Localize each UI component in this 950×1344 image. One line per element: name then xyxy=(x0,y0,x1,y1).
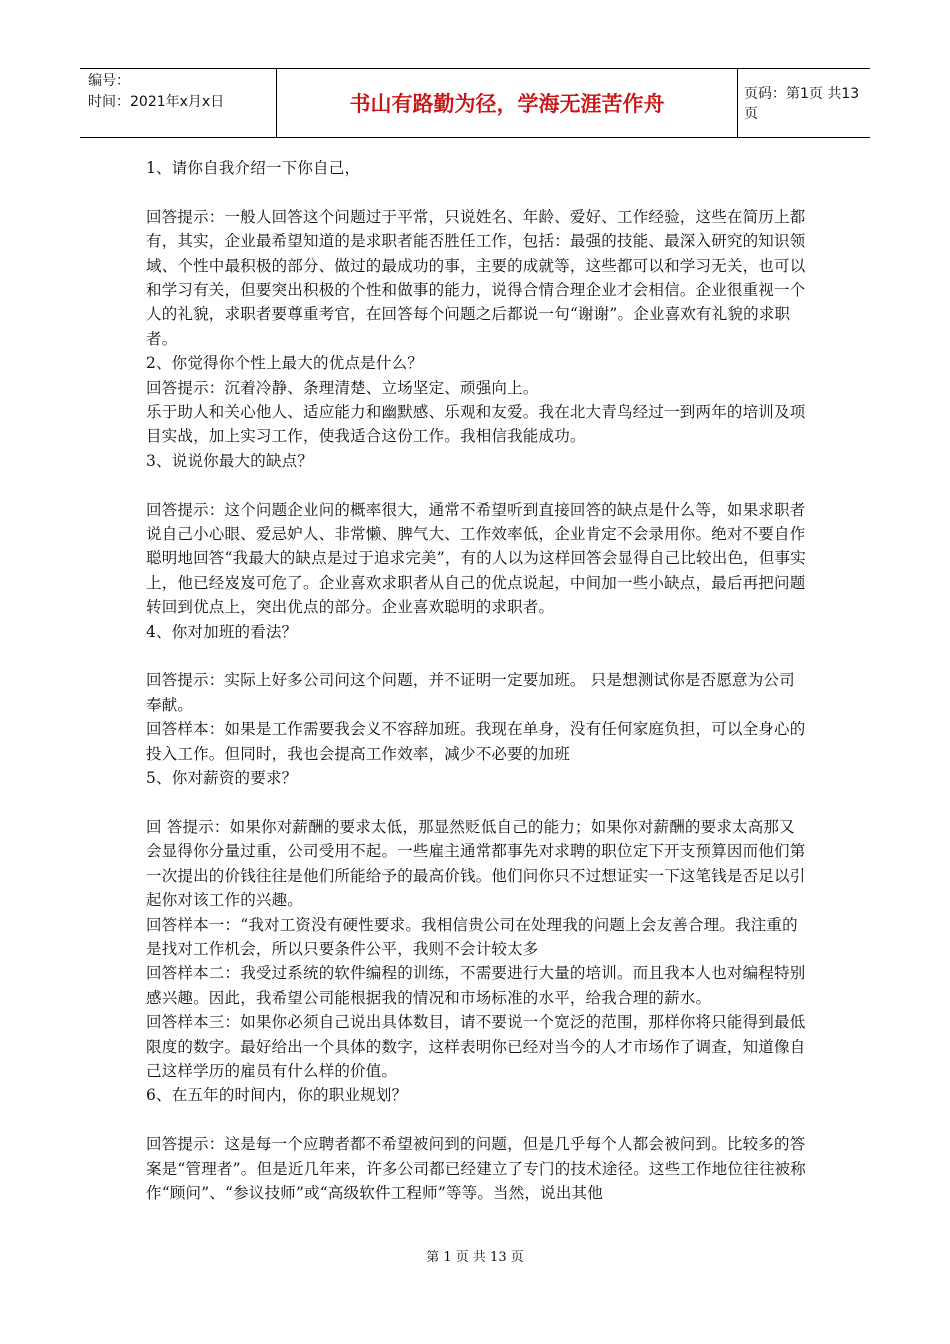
document-body xyxy=(146,156,806,1205)
date-label: 时间：2021年x月x日 xyxy=(88,94,225,110)
paragraph: 回答样本三：如果你必须自己说出具体数目，请不要说一个宽泛的范围，那样你将只能得到最低限度的数字。最好给出一个具体的数字，这样表明你已经对当今的人才市场作了调查，知道像自己这样学历的雇员有什么样的价值。 xyxy=(146,1013,806,1080)
paragraph: 回答提示：这是每一个应聘者都不希望被问到的问题，但是几乎每个人都会被问到。比较多的答案是“管理者”。但是近几年来，许多公司都已经建立了专门的技术途径。这些工作地位往往被称作“顾问”、“参议技师”或“高级软件工程师”等等。当然，说出其他 xyxy=(146,1135,806,1202)
blank-line xyxy=(146,180,806,204)
blank-line xyxy=(146,791,806,815)
question-heading: 4、你对加班的看法？ xyxy=(146,622,298,641)
paragraph: 回答样本：如果是工作需要我会义不容辞加班。我现在单身，没有任何家庭负担，可以全身心的投入工作。但同时，我也会提高工作效率，减少不必要的加班 xyxy=(146,720,806,763)
page-header xyxy=(80,68,870,138)
header-motto: 书山有路勤为径，学海无涯苦作舟 xyxy=(276,69,738,137)
serial-label: 编号： xyxy=(88,73,130,89)
question-heading: 5、你对薪资的要求？ xyxy=(146,769,298,788)
question-heading: 2、你觉得你个性上最大的优点是什么？ xyxy=(146,354,423,373)
blank-line xyxy=(146,644,806,668)
paragraph: 回 答提示：如果你对薪酬的要求太低，那显然贬低自己的能力；如果你对薪酬的要求太高那又会显得你分量过重，公司受用不起。一些雇主通常都事先对求聘的职位定下开支预算因而他们第一次提出的价钱往往是他们所能给予的最高价钱。他们问你只不过想证实一下这笔钱是否足以引起你对该工作的兴趣。 xyxy=(146,817,806,910)
paragraph: 回答样本二：我受过系统的软件编程的训练，不需要进行大量的培训。而且我本人也对编程特别感兴趣。因此，我希望公司能根据我的情况和市场标准的水平，给我合理的薪水。 xyxy=(146,964,806,1007)
question-heading: 1、请你自我介绍一下你自己， xyxy=(146,159,361,177)
question-heading: 3、说说你最大的缺点？ xyxy=(146,451,314,470)
blank-line xyxy=(146,1108,806,1132)
page-footer: 第 1 页 共 13 页 xyxy=(426,1250,524,1265)
paragraph: 回答提示：这个问题企业问的概率很大，通常不希望听到直接回答的缺点是什么等，如果求职者说自己小心眼、爱忌妒人、非常懒、脾气大、工作效率低，企业肯定不会录用你。绝对不要自作聪明地回答“我最大的缺点是过于追求完美”，有的人以为这样回答会显得自己比较出色，但事实上，他已经岌岌可危了。企业喜欢求职者从自己的优点说起，中间加一些小缺点，最后再把问题转回到优点上，突出优点的部分。企业喜欢聪明的求职者。 xyxy=(146,500,806,617)
blank-line xyxy=(146,473,806,497)
paragraph: 乐于助人和关心他人、适应能力和幽默感、乐观和友爱。我在北大青鸟经过一到两年的培训及项目实战，加上实习工作，使我适合这份工作。我相信我能成功。 xyxy=(146,403,806,446)
paragraph: 回答提示：一般人回答这个问题过于平常，只说姓名、年龄、爱好、工作经验，这些在简历上都有，其实，企业最希望知道的是求职者能否胜任工作，包括：最强的技能、最深入研究的知识领域、个性中最积极的部分、做过的最成功的事，主要的成就等，这些都可以和学习无关，也可以和学习有关，但要突出积极的个性和做事的能力，说得合情合理企业才会相信。企业很重视一个人的礼貌，求职者要尊重考官，在回答每个问题之后都说一句“谢谢”。企业喜欢有礼貌的求职者。 xyxy=(146,207,806,348)
paragraph: 回答样本一：“我对工资没有硬性要求。我相信贵公司在处理我的问题上会友善合理。我注重的是找对工作机会，所以只要条件公平，我则不会计较太多 xyxy=(146,915,798,958)
paragraph: 回答提示：实际上好多公司问这个问题，并不证明一定要加班。 只是想测试你是否愿意为公司奉献。 xyxy=(146,671,795,714)
header-page-info: 页码：第1页 共13页 xyxy=(744,86,860,122)
paragraph: 回答提示：沉着冷静、条理清楚、立场坚定、顽强向上。 xyxy=(146,378,539,397)
question-heading: 6、在五年的时间内，你的职业规划？ xyxy=(146,1086,408,1105)
header-meta xyxy=(80,69,276,137)
